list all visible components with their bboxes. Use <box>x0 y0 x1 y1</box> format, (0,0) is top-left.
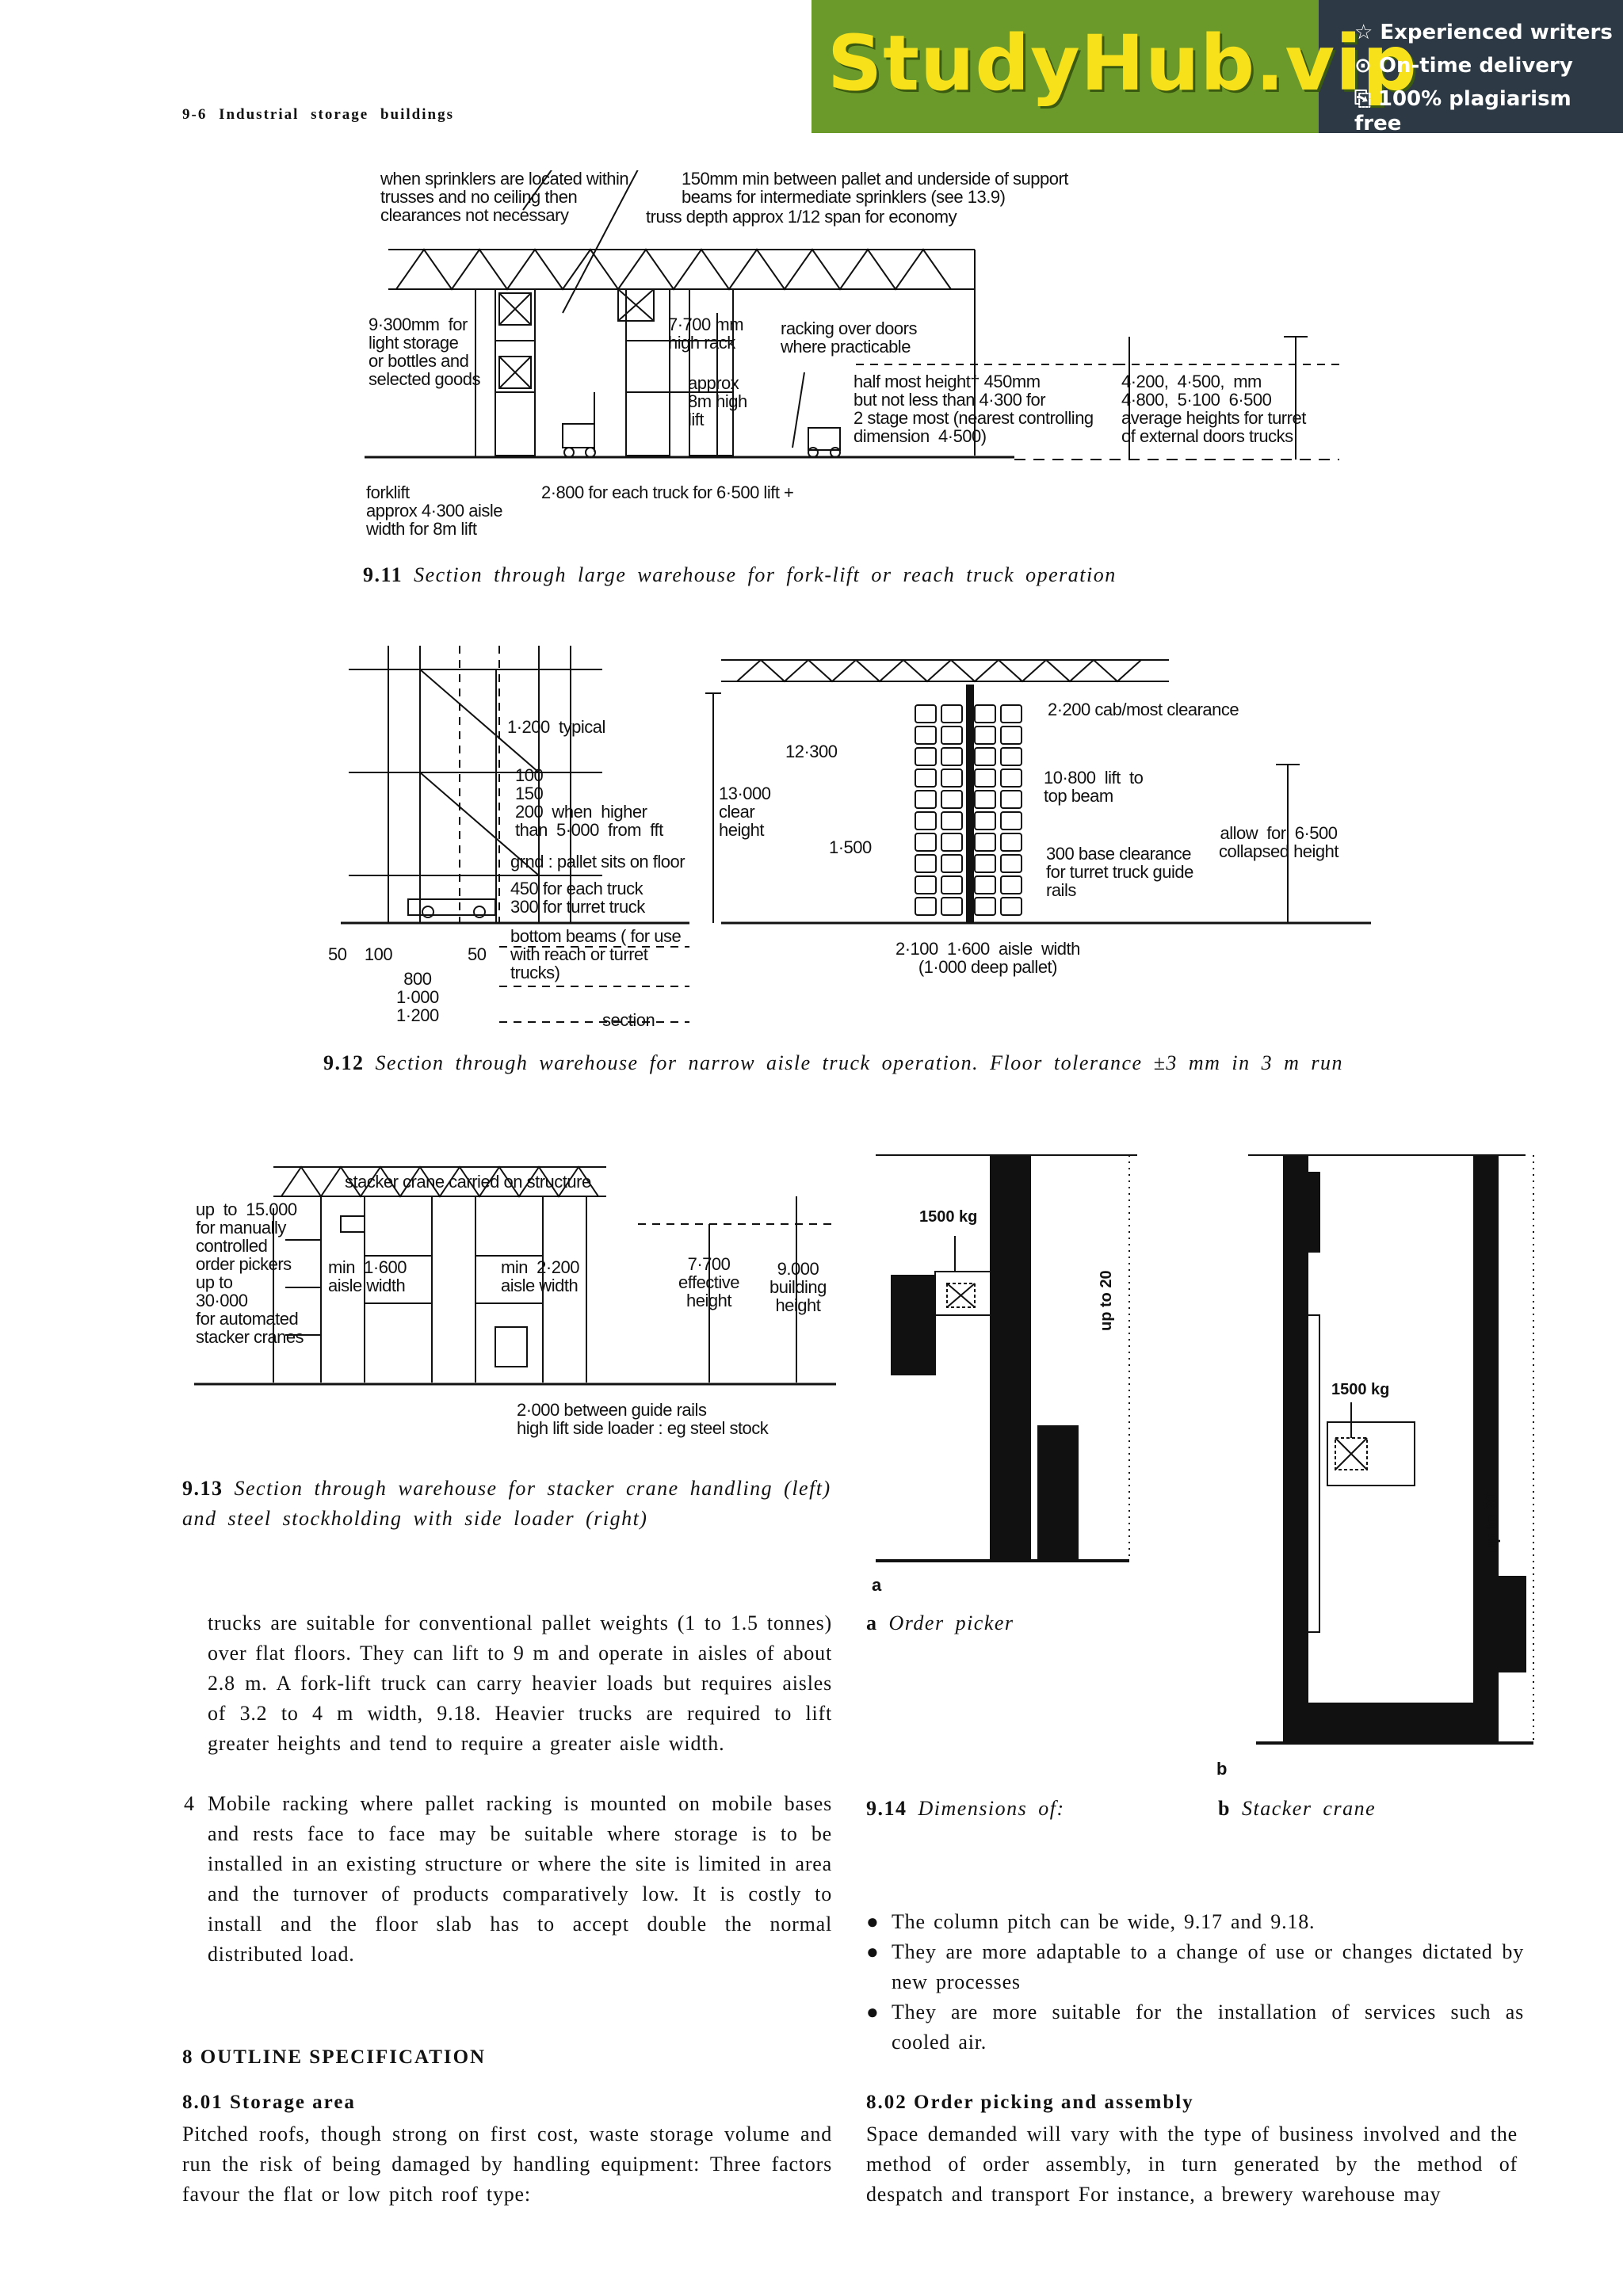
caption-text-line2: and steel stockholding with side loader (right) <box>182 1507 648 1530</box>
caption-9-12 <box>323 1051 1343 1075</box>
banner-tag-plagiarism: ⎘ 100% plagiarism free <box>1354 87 1571 135</box>
label-light-storage: 9·300mm for light storage or bottles and selected goods <box>369 315 480 389</box>
caption-text: Dimensions of: <box>918 1797 1065 1820</box>
list-item <box>866 1907 1524 1937</box>
label-13000: 13·000 clear height <box>719 784 771 840</box>
label-sprinklers: when sprinklers are located within trusses and no ceiling then clearances not necessary <box>380 169 629 225</box>
page-header: 9-6 Industrial storage buildings <box>182 106 454 123</box>
banner-tag-delivery: ⊙ On-time delivery <box>1354 54 1573 78</box>
label-bottom-beams: bottom beams ( for use with reach or turret trucks) <box>510 926 682 982</box>
label-collapsed: allow for 6·500 collapsed height <box>1219 823 1339 861</box>
label-approx-lift: approx 8m high lift <box>688 373 747 429</box>
caption-text: Section through warehouse for narrow aisle truck operation. Floor tolerance ±3 mm in 3 m run <box>375 1051 1344 1074</box>
label-truss-depth: truss depth approx 1/12 span for economy <box>646 207 957 227</box>
label-dims-left: 50 100 <box>328 944 393 964</box>
label-high-rack: 7·700 mm high rack <box>668 315 744 353</box>
label-typical: 1·200 typical <box>507 717 605 737</box>
banner-tag-writers: ☆ Experienced writers <box>1354 21 1613 44</box>
label-grnd: grnd : pallet sits on floor <box>510 852 685 871</box>
caption-number: 9.13 <box>182 1477 223 1500</box>
label-truck-width: 2·800 for each truck for 6·500 lift + <box>541 482 794 502</box>
label-dim-50: 50 <box>468 944 487 964</box>
left-paragraph-2: Pitched roofs, though strong on first cost, waste storage volume and run the risk of being damaged by handling equipment: Three factors favour the flat or low pitch roof type: <box>182 2122 832 2206</box>
label-12300: 12·300 <box>785 742 838 761</box>
label-kg-b: 1500 kg <box>1331 1381 1390 1398</box>
label-racking-doors: racking over doors where practicable <box>781 318 917 357</box>
caption-9-11 <box>363 563 1117 587</box>
label-heights: 100 150 200 when higher than 5·000 from fft <box>515 765 663 840</box>
label-letter-b: b <box>1216 1759 1228 1779</box>
label-top-beam: 10·800 lift to top beam <box>1044 768 1144 806</box>
section-heading: 8 OUTLINE SPECIFICATION <box>182 2046 487 2068</box>
list-item <box>866 1997 1524 2058</box>
label-forklift: forklift approx 4·300 aisle width for 8m lift <box>366 482 503 539</box>
label-up-to-20: up to 20 <box>1098 1270 1115 1331</box>
bullet-icon: ● <box>866 2000 880 2023</box>
label-letter-a: a <box>872 1575 882 1595</box>
caption-9-14 <box>866 1797 1065 1821</box>
label-guide-rails: 2·000 between guide rails high lift side loader : eg steel stock <box>517 1400 769 1438</box>
right-paragraph-1: Space demanded will vary with the type of business involved and the method of order assembly, in turn generated by the method of despatch and transport For instance, a brewery warehouse may <box>866 2122 1518 2206</box>
label-effective-height: 7·700 effective height <box>678 1254 740 1310</box>
left-item-4: Mobile racking where pallet racking is mounted on mobile bases and rests face to face may be suitable where storage is to be installed in an existing structure or where the site is limited in area and the turnover of products comparatively low. It is costly to install and the floor slab has to accept double the normal distributed load. <box>208 1792 832 1966</box>
bullet-text: They are more adaptable to a change of use or changes dictated by new processes <box>892 1940 1524 1993</box>
label-truck: 450 for each truck 300 for turret truck <box>510 879 645 917</box>
label-section: section <box>602 1010 655 1030</box>
caption-9-14a: a Order picker <box>866 1611 1014 1634</box>
banner-logo: StudyHub.vip <box>827 19 1418 108</box>
left-paragraph-1: trucks are suitable for conventional pallet weights (1 to 1.5 tonnes) over flat floors. They can lift to 9 m and operate in aisles of about 2.8 m. A fork-lift truck can carry heavier loads but requires aisles of 3.2 to 4 m width, 9.18. Heavier trucks are required to lift greater heights and tend to require a greater aisle width. <box>208 1611 832 1755</box>
label-cab-clearance: 2·200 cab/most clearance <box>1048 700 1239 719</box>
caption-number: 9.11 <box>363 563 403 586</box>
bullet-text: The column pitch can be wide, 9.17 and 9.18. <box>892 1910 1316 1933</box>
bullet-icon: ● <box>866 1910 880 1933</box>
label-min-2200: min 2·200 aisle width <box>501 1257 579 1295</box>
label-door-heights: 4·200, 4·500, mm 4·800, 5·100 6·500 average heights for turret of external doors trucks <box>1121 372 1306 446</box>
list-number-4: 4 <box>184 1792 195 1815</box>
label-widths: 800 1·000 1·200 <box>396 969 439 1025</box>
label-building-height: 9.000 building height <box>769 1259 827 1315</box>
caption-text-line1: Section through warehouse for stacker crane handling (left) <box>234 1477 831 1500</box>
figure-9-14-drawing <box>868 1149 1541 1798</box>
promo-banner[interactable] <box>812 0 1623 133</box>
label-half-mast: half most height† 450mm but not less than 4·300 for 2 stage most (nearest controlling dimension 4·500) <box>854 372 1094 446</box>
bullet-icon: ● <box>866 1940 880 1963</box>
subsection-heading-order-picking: 8.02 Order picking and assembly <box>866 2092 1194 2113</box>
label-1500: 1·500 <box>829 837 872 857</box>
label-stacker-crane: stacker crane carried on structure <box>345 1172 591 1192</box>
caption-9-14b: b Stacker crane <box>1218 1797 1377 1820</box>
label-base-clearance: 300 base clearance for turret truck guide rails <box>1046 844 1193 900</box>
banner-logo-panel <box>812 0 1418 133</box>
label-up-to-30: up to 30 <box>1484 1492 1501 1553</box>
label-kg-a: 1500 kg <box>919 1208 978 1226</box>
subsection-heading-storage: 8.01 Storage area <box>182 2092 356 2113</box>
label-pallet-clearance: 150mm min between pallet and underside of support beams for intermediate sprinklers (see 13.9) <box>682 169 1068 207</box>
list-item <box>866 1937 1524 1997</box>
caption-number: 9.12 <box>323 1051 365 1074</box>
label-min-1600: min 1·600 aisle width <box>328 1257 407 1295</box>
label-up-to: up to 15.000 for manually controlled order pickers up to 30·000 for automated stacker cranes <box>196 1199 304 1347</box>
caption-text: Section through large warehouse for fork-lift or reach truck operation <box>414 563 1117 586</box>
right-bullet-list <box>866 1907 1524 2058</box>
caption-9-13 <box>182 1474 831 1534</box>
bullet-text: They are more suitable for the installation of services such as cooled air. <box>892 2000 1524 2054</box>
label-aisle-width: 2·100 1·600 aisle width (1·000 deep pallet) <box>896 939 1080 977</box>
caption-sub-b: Stacker crane <box>1241 1797 1377 1820</box>
caption-sub-a: Order picker <box>888 1611 1014 1634</box>
caption-number: 9.14 <box>866 1797 907 1820</box>
